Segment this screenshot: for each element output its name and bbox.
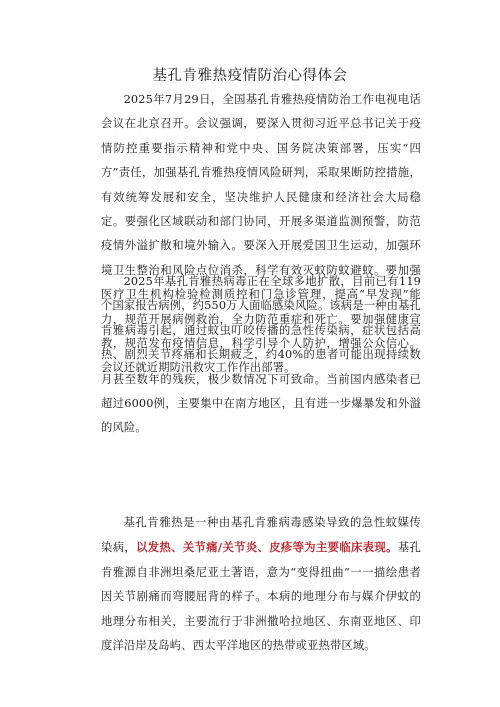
paragraph-definition-end: 基孔肯雅源自非洲坦桑尼亚土著语，意为“变得扭曲”一一描绘患者因关节剧痛而弯腰屈背的样子。本病的地理分布与媒介伊蚊的地理分布相关，主要流行于非洲撒哈拉地区、东南亚地区、印度洋沿岸及岛屿、西太平洋地区的热带或亚热带区域。 [101, 541, 421, 653]
highlighted-symptoms-text: 以发热、关节痛/关节炎、皮疹等为主要临床表现。 [136, 540, 398, 555]
paragraph-disease-definition [101, 511, 421, 658]
paragraph-epidemic-status: 2025年基孔肯雅热病毒正在全球多地扩散，目前已有119个国家报告病例，约550万人面临感染风险。该病是一种由基孔肯雅病毒引起，通过蚊虫叮咬传播的急性传染病，症状包括高热、剧烈关节疼痛和长期疲乏，约40%的患者可能出现持续数月甚至数年的残疾，极少数情况下可致命。当前国内感染者已超过6000例，主要集中在南方地区，且有进一步爆暴发和外溢的风险。 [101, 275, 421, 435]
paragraph-meeting: 2025年7月29日，全国基孔肯雅热疫情防治工作电视电话会议在北京召开。会议强调，要深入贯彻习近平总书记关于疫情防控重要指示精神和党中央、国务院决策部署，压实“四方”责任，加强基孔肯雅热疫情风险研判，采取果断防控措施，有效统筹发展和安全，坚决维护人民健康和经济社会大局稳定。要强化区域联动和部门协同，开展多渠道监测预警，防范疫情外溢扩散和境外输入。要深入开展爱国卫生运动，加强环境卫生整治和风险点位消杀，科学有效灭蚊防蚊避蚊。要加强医疗卫生机构检验检测质控和门急诊管理，提高“早发现”能力，规范开展病例救治，全力防范重症和死亡。要加强健康宣教，规范发布疫情信息，科学引导个人防护，增强公众信心。会议还就近期防汛救灾工作作出部署。 [101, 93, 421, 375]
document-title: 基孔肯雅热疫情防治心得体会 [152, 68, 348, 84]
paragraph-definition-start: 基孔肯雅热是一种由基孔肯雅病毒感染导致的急性蚊媒传染病， [101, 516, 421, 555]
